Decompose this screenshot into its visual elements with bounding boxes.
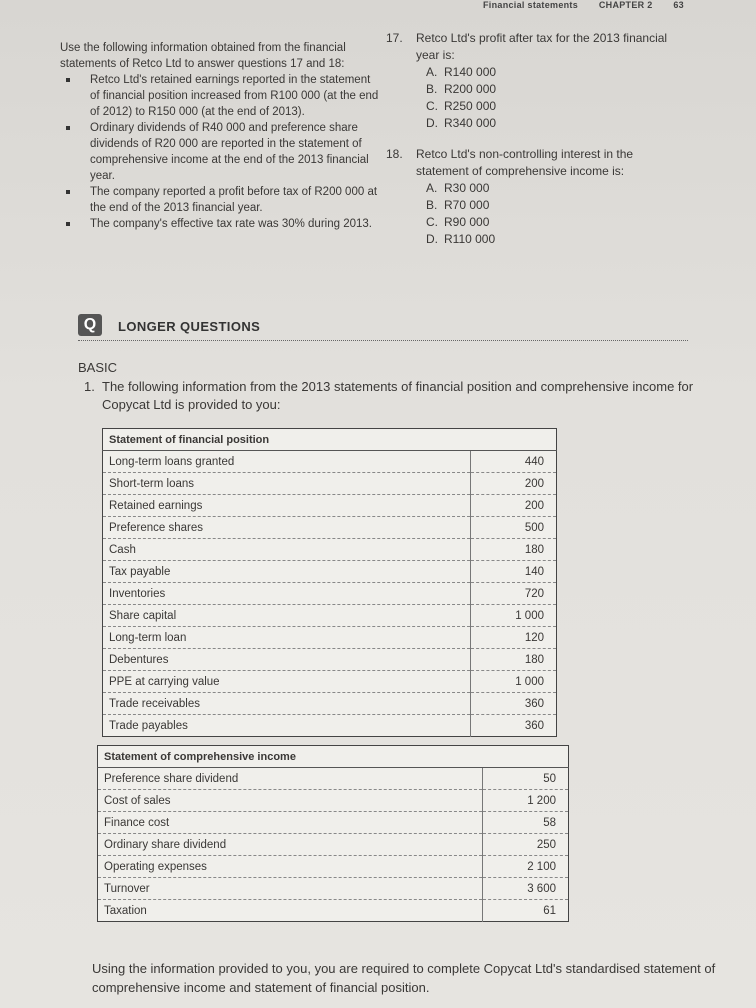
running-head-section: Financial statements [483,0,579,10]
table-row [103,473,557,495]
closing-instruction: Using the information provided to you, you are required to complete Copycat Ltd's standardised statement of comprehensive income and statement of financial position. [92,961,716,995]
table-row [103,539,557,561]
option-text: R70 000 [444,198,490,212]
row-value: 360 [470,693,557,715]
table-row [103,451,557,473]
answer-option [416,197,686,214]
table-row [103,627,557,649]
question-badge-icon: Q [78,314,102,336]
row-label: Operating expenses [98,856,483,878]
comprehensive-income-table [97,745,569,922]
option-letter: C. [426,99,438,113]
running-head-chapter: CHAPTER 2 [598,0,653,10]
table-row [98,878,569,900]
row-label: Cash [103,539,471,561]
retco-bullet: Ordinary dividends of R40 000 and preference share dividends of R20 000 are reported in the statement of comprehensive income at the end of the 2013 financial year. [90,120,380,184]
answer-options [416,180,686,248]
option-letter: C. [426,215,438,229]
question-text: Retco Ltd's profit after tax for the 2013 financial year is: [416,31,668,62]
option-letter: B. [426,198,438,212]
basic-label: BASIC [78,360,118,375]
row-value: 200 [470,473,557,495]
table-row [98,834,569,856]
option-letter: A. [426,181,438,195]
option-text: R140 000 [444,65,497,79]
row-value: 1 000 [470,605,557,627]
row-value: 1 000 [470,671,557,693]
question-text: The following information from the 2013 statements of financial position and comprehensive income for Copycat Ltd is provided to you: [102,379,694,412]
longer-questions-heading [78,314,688,341]
table-header-row [98,746,569,768]
option-text: R340 000 [444,116,497,130]
question-number: 1. [84,379,95,394]
retco-bullet: Retco Ltd's retained earnings reported in the statement of financial position increased from R100 000 (at the end of 2012) to R150 000 (at the end of 2013). [90,74,379,118]
row-label: Finance cost [98,812,483,834]
row-value: 61 [482,900,569,922]
table-row [103,649,557,671]
retco-bullet: The company reported a profit before tax of R200 000 at the end of the 2013 financial year. [90,184,380,216]
row-value: 500 [470,517,557,539]
row-label: Preference shares [103,517,471,539]
row-value: 180 [470,539,557,561]
option-text: R90 000 [444,215,490,229]
option-letter: A. [426,65,438,79]
answer-option [416,115,686,132]
row-label: Long-term loans granted [103,451,471,473]
table-title: Statement of comprehensive income [98,746,483,768]
row-label: Turnover [98,878,483,900]
row-value: 200 [470,495,557,517]
row-value: 180 [470,649,557,671]
row-label: Long-term loan [103,627,471,649]
table-row [103,517,557,539]
option-text: R110 000 [444,232,496,246]
table-row [98,900,569,922]
option-letter: B. [426,82,438,96]
row-value: 140 [470,561,557,583]
row-label: Ordinary share dividend [98,834,483,856]
table-row [98,790,569,812]
row-value: 2 100 [482,856,569,878]
answer-option [416,214,686,231]
row-label: Retained earnings [103,495,471,517]
row-label: Trade receivables [103,693,471,715]
option-text: R250 000 [444,99,497,113]
table-header-row [103,429,557,451]
answer-option [416,64,686,81]
running-head [465,0,684,10]
section-title: LONGER QUESTIONS [118,319,261,334]
table-row [103,605,557,627]
table-header-spacer [482,746,569,768]
row-value: 1 200 [482,790,569,812]
table-row [98,856,569,878]
option-text: R30 000 [444,181,490,195]
retco-info-block [60,40,380,232]
table-row [98,812,569,834]
question-1 [84,378,694,414]
row-value: 250 [482,834,569,856]
mcq-block [386,30,686,262]
answer-options [416,64,686,132]
table-header-spacer [470,429,557,451]
row-value: 360 [470,715,557,737]
row-value: 3 600 [482,878,569,900]
page-number: 63 [673,0,684,10]
answer-option [416,81,686,98]
table-row [103,583,557,605]
question-text: Retco Ltd's non-controlling interest in the statement of comprehensive income is: [416,147,634,178]
financial-position-table [102,428,557,737]
row-label: Short-term loans [103,473,471,495]
row-label: Debentures [103,649,471,671]
answer-option [416,98,686,115]
row-label: Inventories [103,583,471,605]
question-number: 17. [386,31,403,45]
row-label: Taxation [104,904,147,917]
option-letter: D. [426,116,438,130]
row-label: Trade payables [109,719,188,732]
row-label: Share capital [103,605,471,627]
row-value: 720 [470,583,557,605]
answer-option [416,180,686,197]
table-row [103,561,557,583]
question-number: 18. [386,147,403,161]
option-text: R200 000 [444,82,497,96]
answer-option [416,231,686,248]
retco-bullet: The company's effective tax rate was 30% during 2013. [90,216,380,232]
table-row [103,715,557,737]
row-label: Tax payable [103,561,471,583]
retco-intro: Use the following information obtained from the financial statements of Retco Ltd to answer questions 17 and 18: [60,42,346,70]
table-row [98,768,569,790]
option-letter: D. [426,232,438,246]
row-value: 440 [470,451,557,473]
row-value: 50 [482,768,569,790]
question-18 [386,146,686,248]
question-17 [386,30,686,132]
row-label: Preference share dividend [98,768,483,790]
table-row [103,671,557,693]
table-row [103,693,557,715]
row-value: 58 [482,812,569,834]
table-row [103,495,557,517]
retco-bullets [60,72,380,232]
row-label: PPE at carrying value [103,671,471,693]
row-label: Cost of sales [98,790,483,812]
table-title: Statement of financial position [103,429,471,451]
row-value: 120 [470,627,557,649]
